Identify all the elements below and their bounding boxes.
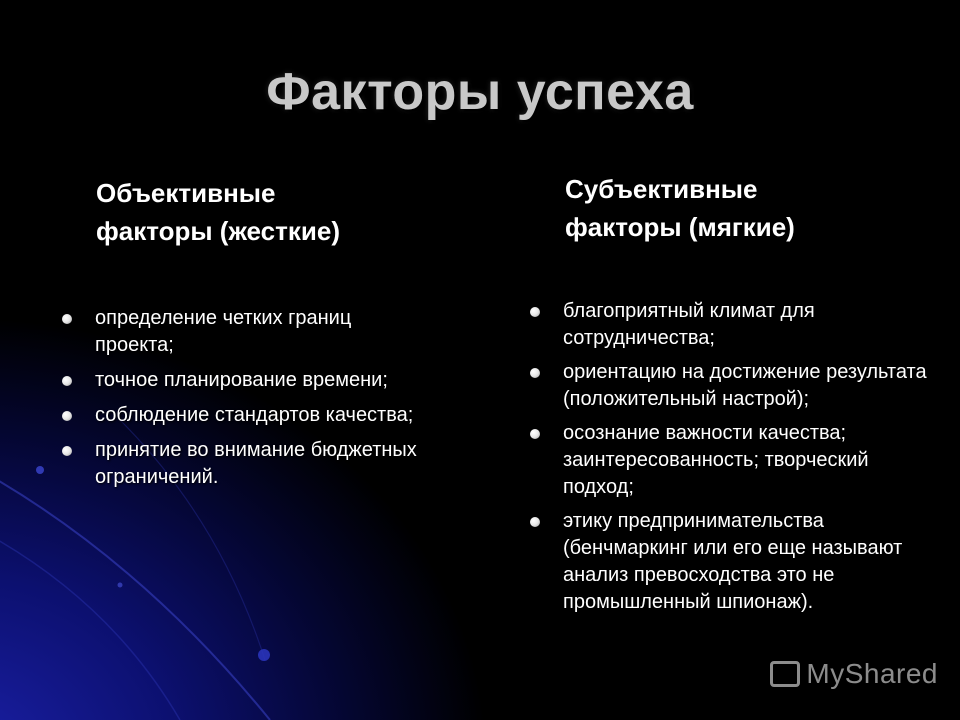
watermark-logo-icon [770,661,800,687]
list-item [59,437,419,491]
background-dot [118,583,123,588]
list-item [59,367,419,394]
list-item-text: соблюдение стандартов качества; [95,404,414,426]
list-item [527,508,927,616]
list-item-text: этику предпринимательства (бенчмаркинг или его еще называют анализ превосходства это не промышленный шпионаж). [563,510,903,613]
left-heading-line2: факторы (жесткие) [96,216,340,246]
subjective-factors-list [527,298,927,623]
left-column-heading [96,174,340,250]
list-item-text: определение четких границ проекта; [95,307,352,356]
bullet-icon [530,307,540,317]
list-item [527,359,927,413]
left-heading-line1: Объективные [96,178,276,208]
bullet-icon [530,368,540,378]
bullet-icon [62,446,72,456]
background-arc [0,470,270,720]
right-heading-line2: факторы (мягкие) [565,212,795,242]
right-heading-line1: Субъективные [565,174,758,204]
background-arc [0,530,180,720]
objective-factors-list [59,305,419,499]
list-item [527,298,927,352]
bullet-icon [530,517,540,527]
right-column-heading [565,170,795,246]
bullet-icon [530,429,540,439]
list-item [59,305,419,359]
watermark-text: MyShared [806,658,938,689]
list-item-text: осознание важности качества; заинтересованность; творческий подход; [563,422,869,498]
watermark [770,658,938,690]
slide-title: Факторы успеха [266,63,694,121]
list-item-text: благоприятный климат для сотрудничества; [563,300,815,349]
bullet-icon [62,411,72,421]
list-item-text: точное планирование времени; [95,369,388,391]
background-dot [36,466,44,474]
list-item [59,402,419,429]
list-item-text: ориентацию на достижение результата (положительный настрой); [563,361,927,410]
background-dot [258,649,270,661]
list-item [527,420,927,501]
bullet-icon [62,376,72,386]
list-item-text: принятие во внимание бюджетных ограничений. [95,439,417,488]
bullet-icon [62,314,72,324]
